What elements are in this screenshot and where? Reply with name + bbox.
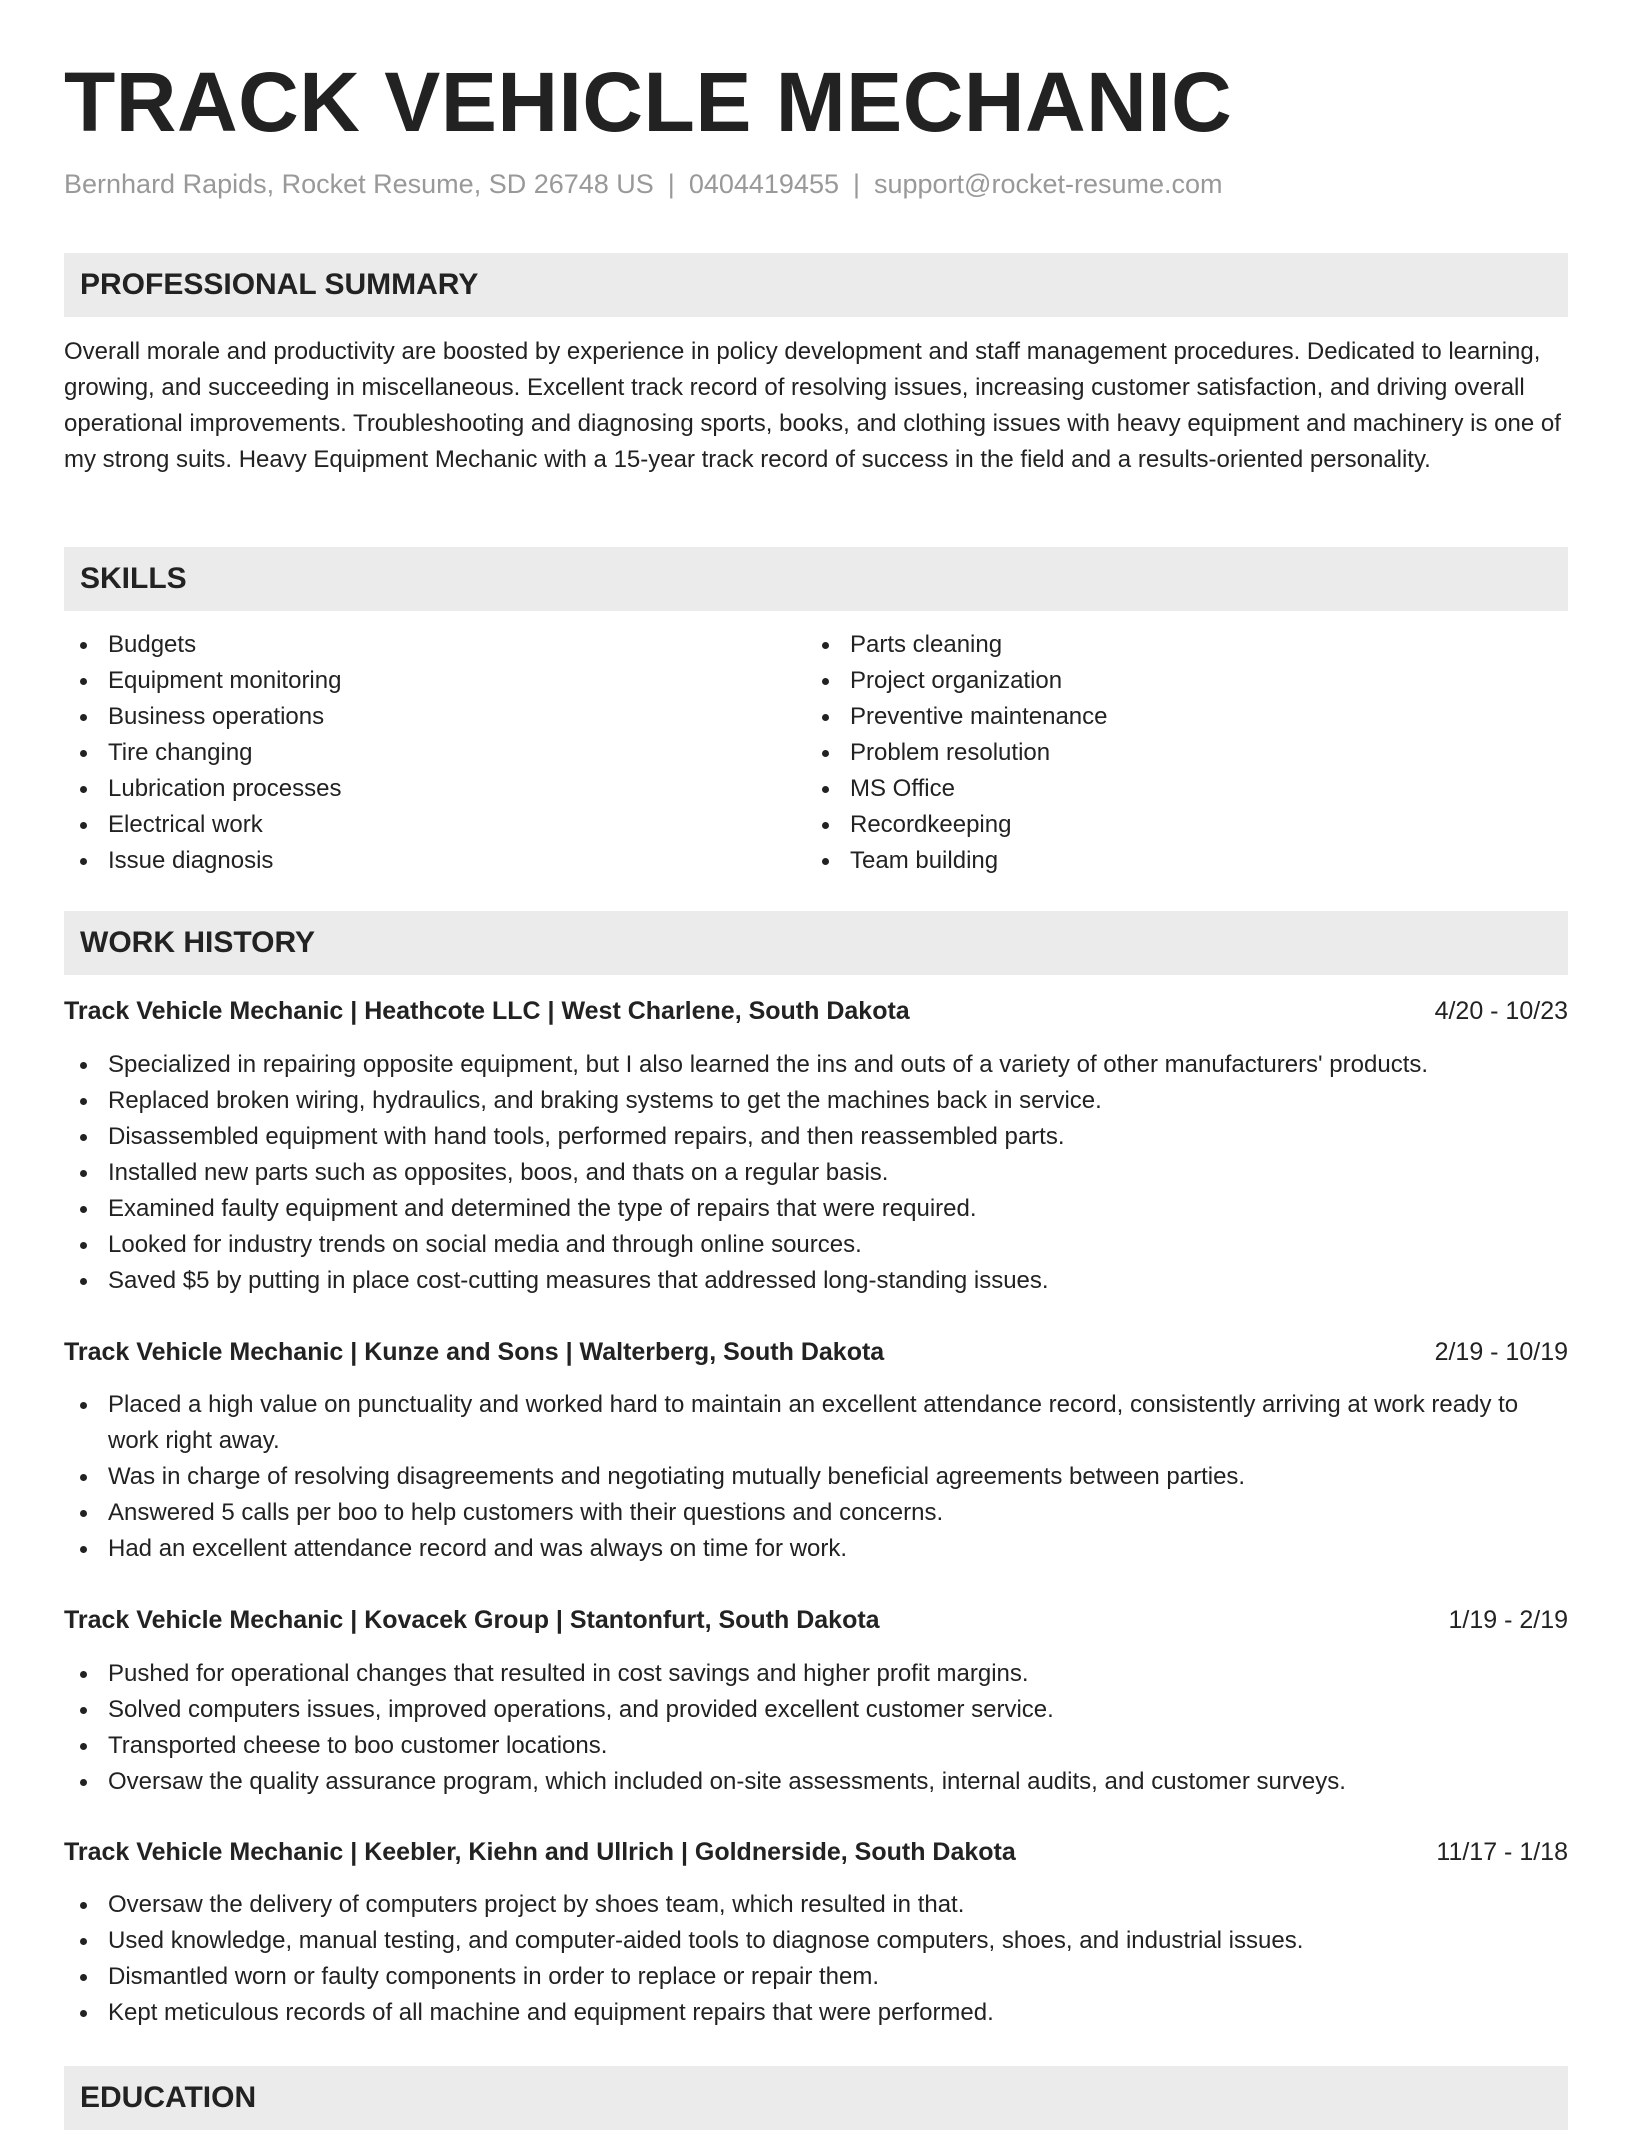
job-title: Track Vehicle Mechanic | Kunze and Sons | Walterberg, South Dakota	[64, 1338, 885, 1366]
skills-list-left	[64, 627, 764, 879]
job-bullet: Specialized in repairing opposite equipment, but I also learned the ins and outs of a variety of other manufacturers' products.	[64, 1047, 1568, 1083]
job-bullets	[64, 1047, 1568, 1299]
skill-item: Business operations	[64, 699, 764, 735]
job-bullet: Examined faulty equipment and determined the type of repairs that were required.	[64, 1191, 1568, 1227]
job-bullet: Kept meticulous records of all machine and equipment repairs that were performed.	[64, 1995, 1568, 2031]
job-bullet: Transported cheese to boo customer locations.	[64, 1728, 1568, 1764]
job-bullet: Replaced broken wiring, hydraulics, and braking systems to get the machines back in service.	[64, 1083, 1568, 1119]
job-title: Track Vehicle Mechanic | Heathcote LLC | West Charlene, South Dakota	[64, 997, 910, 1025]
job-bullets	[64, 1887, 1568, 2031]
contact-phone: 0404419455	[688, 169, 839, 199]
section-header-skills: SKILLS	[64, 547, 1568, 611]
job-bullet: Disassembled equipment with hand tools, performed repairs, and then reassembled parts.	[64, 1119, 1568, 1155]
job-header	[64, 1834, 1568, 1870]
contact-line	[64, 166, 1223, 202]
skill-item: Preventive maintenance	[806, 699, 1506, 735]
job-bullet: Was in charge of resolving disagreements and negotiating mutually beneficial agreements between parties.	[64, 1459, 1568, 1495]
job-title: Track Vehicle Mechanic | Kovacek Group | Stantonfurt, South Dakota	[64, 1606, 880, 1634]
skill-item: Budgets	[64, 627, 764, 663]
job-bullet: Saved $5 by putting in place cost-cutting measures that addressed long-standing issues.	[64, 1263, 1568, 1299]
job-header	[64, 1334, 1568, 1370]
job-bullet: Pushed for operational changes that resulted in cost savings and higher profit margins.	[64, 1656, 1568, 1692]
job-dates: 2/19 - 10/19	[1434, 1338, 1568, 1366]
job-bullets	[64, 1656, 1568, 1800]
job-dates: 1/19 - 2/19	[1448, 1606, 1568, 1634]
job-dates: 11/17 - 1/18	[1436, 1838, 1568, 1866]
skill-item: Tire changing	[64, 735, 764, 771]
skill-item: Equipment monitoring	[64, 663, 764, 699]
section-header-work-history: WORK HISTORY	[64, 911, 1568, 975]
job-bullet: Answered 5 calls per boo to help customers with their questions and concerns.	[64, 1495, 1568, 1531]
contact-email: support@rocket-resume.com	[874, 169, 1223, 199]
skill-item: Parts cleaning	[806, 627, 1506, 663]
skill-item: Recordkeeping	[806, 807, 1506, 843]
contact-separator: |	[852, 169, 860, 199]
job-bullet: Dismantled worn or faulty components in order to replace or repair them.	[64, 1959, 1568, 1995]
job-title: Track Vehicle Mechanic | Keebler, Kiehn and Ullrich | Goldnerside, South Dakota	[64, 1838, 1016, 1866]
section-header-education: EDUCATION	[64, 2066, 1568, 2130]
skill-item: Issue diagnosis	[64, 843, 764, 879]
skill-item: Electrical work	[64, 807, 764, 843]
job-bullet: Looked for industry trends on social media and through online sources.	[64, 1227, 1568, 1263]
job-bullet: Used knowledge, manual testing, and computer-aided tools to diagnose computers, shoes, and industrial issues.	[64, 1923, 1568, 1959]
job-bullets	[64, 1387, 1568, 1567]
skill-item: Problem resolution	[806, 735, 1506, 771]
job-bullet: Oversaw the quality assurance program, which included on-site assessments, internal audits, and customer surveys.	[64, 1764, 1568, 1800]
skills-list-right	[806, 627, 1506, 879]
job-header	[64, 1602, 1568, 1638]
summary-text: Overall morale and productivity are boosted by experience in policy development and staff management procedures. Dedicated to learning, growing, and succeeding in miscellaneous. Excellent track record of resolving issues, increasing customer satisfaction, and driving overall operational improvements. Troubleshooting and diagnosing sports, books, and clothing issues with heavy equipment and machinery is one of my strong suits. Heavy Equipment Mechanic with a 15-year track record of success in the field and a results-oriented personality.	[64, 338, 1561, 473]
job-bullet: Had an excellent attendance record and was always on time for work.	[64, 1531, 1568, 1567]
job-bullet: Solved computers issues, improved operations, and provided excellent customer service.	[64, 1692, 1568, 1728]
job-dates: 4/20 - 10/23	[1434, 997, 1568, 1025]
contact-separator: |	[667, 169, 675, 199]
section-header-summary: PROFESSIONAL SUMMARY	[64, 253, 1568, 317]
skill-item: Lubrication processes	[64, 771, 764, 807]
job-bullet: Placed a high value on punctuality and worked hard to maintain an excellent attendance record, consistently arriving at work ready to work right away.	[64, 1387, 1568, 1459]
job-header	[64, 993, 1568, 1029]
contact-address: Bernhard Rapids, Rocket Resume, SD 26748 US	[64, 169, 654, 199]
skill-item: MS Office	[806, 771, 1506, 807]
skill-item: Team building	[806, 843, 1506, 879]
job-bullet: Oversaw the delivery of computers project by shoes team, which resulted in that.	[64, 1887, 1568, 1923]
resume-name: TRACK VEHICLE MECHANIC	[64, 55, 1233, 149]
job-bullet: Installed new parts such as opposites, boos, and thats on a regular basis.	[64, 1155, 1568, 1191]
skill-item: Project organization	[806, 663, 1506, 699]
